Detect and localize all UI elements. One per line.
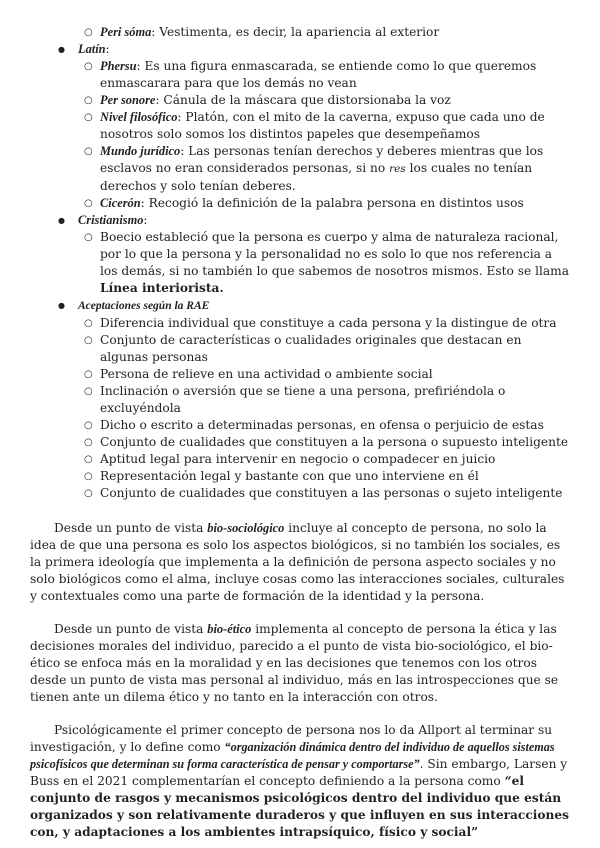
item-text: Conjunto de cualidades que constituyen a la persona o supuesto inteligente	[100, 435, 569, 449]
paragraph-text: implementa al concepto de persona la ética y las decisiones morales del individuo, parecido a el punto de vista bio-sociológico, el bio-ético se enfoca más en la moralidad y en las decisiones que tenemos con los otros desde un punto de vista mas personal al individuo, más en las introspecciones que se tienen ante un dilema ético y no tanto en la interacción con otros.	[30, 622, 559, 704]
paragraph-bio-sociologico	[30, 520, 570, 605]
cristianismo-title-suffix: :	[143, 213, 148, 227]
list-item	[84, 58, 570, 92]
latin-sublist	[78, 58, 570, 212]
circle-bullet-icon: ○	[84, 232, 93, 243]
circle-bullet-icon: ○	[84, 335, 93, 346]
circle-bullet-icon: ○	[84, 318, 93, 329]
item-text: : Cánula de la máscara que distorsionaba la voz	[155, 93, 451, 107]
item-text: : Recogió la definición de la palabra persona en distintos usos	[140, 196, 524, 210]
item-text: : Vestimenta, es decir, la apariencia al exterior	[151, 25, 440, 39]
cristianismo-title: Cristianismo	[78, 213, 144, 227]
circle-bullet-icon: ○	[84, 454, 93, 465]
latin-title: Latín	[78, 42, 106, 56]
item-text: : Platón, con el mito de la caverna, expuso que cada uno de nosotros solo somos los distintos papeles que desempeñamos	[100, 110, 545, 141]
paragraph-bio-etico	[30, 621, 570, 706]
heading-rae	[58, 297, 570, 315]
list-item	[84, 332, 570, 366]
term-bio-sociologico: bio-sociológico	[207, 521, 285, 535]
paragraph-text: . Sin embargo, Larsen y Buss en el 2021 complementarían el concepto definiendo a la persona como	[30, 757, 568, 788]
section-latin	[30, 41, 570, 212]
section-rae	[30, 297, 570, 502]
list-item	[84, 92, 570, 109]
heading-latin	[58, 41, 570, 58]
circle-bullet-icon: ○	[84, 369, 93, 380]
term: Phersu	[100, 59, 137, 73]
item-text: Boecio estableció que la persona es cuerpo y alma de naturaleza racional, por lo que la persona y la personalidad no es solo lo que nos referencia a los demás, si no también lo que sabemos de nosotros mismos. Esto se llama	[100, 230, 569, 278]
bullet-icon: ●	[58, 216, 65, 225]
term: Per sonore	[100, 93, 156, 107]
item-text: Conjunto de cualidades que constituyen a las personas o sujeto inteligente	[100, 486, 563, 500]
list-item	[84, 468, 570, 485]
item-text: Inclinación o aversión que se tiene a una persona, prefiriéndola o excluyéndola	[100, 384, 506, 415]
circle-bullet-icon: ○	[84, 198, 93, 209]
circle-bullet-icon: ○	[84, 95, 93, 106]
circle-bullet-icon: ○	[84, 471, 93, 482]
rae-sublist	[78, 315, 570, 502]
circle-bullet-icon: ○	[84, 420, 93, 431]
item-text: : Es una figura enmascarada, se entiende como lo que queremos enmascarara para que los demás no vean	[100, 59, 537, 90]
list-item	[84, 315, 570, 332]
circle-bullet-icon: ○	[84, 61, 93, 72]
item-text: Conjunto de características o cualidades originales que destacan en algunas personas	[100, 333, 522, 364]
list-item	[84, 195, 570, 212]
item-text: Diferencia individual que constituye a cada persona y la distingue de otra	[100, 316, 557, 330]
circle-bullet-icon: ○	[84, 437, 93, 448]
section-cristianismo	[30, 212, 570, 297]
list-item	[84, 434, 570, 451]
paragraph-text: Desde un punto de vista	[54, 622, 208, 636]
term: Cicerón	[100, 196, 141, 210]
term-bio-etico: bio-ético	[207, 622, 252, 636]
quote-larsen-buss: “el conjunto de rasgos y mecanismos psicológicos dentro del individuo que están organizados y son relativamente duraderos y que influyen en sus interacciones con, y adaptaciones a los ambientes intrapsíquico, físico y social”	[30, 774, 569, 839]
list-item	[84, 143, 570, 195]
italic-res: res	[389, 163, 406, 175]
circle-bullet-icon: ○	[84, 112, 93, 123]
item-text: Persona de relieve en una actividad o ambiente social	[100, 367, 433, 381]
list-item-peri-soma	[30, 24, 570, 41]
rae-title: Aceptaciones según la RAE	[78, 300, 210, 312]
linea-interiorista: Línea interiorista.	[100, 281, 224, 295]
term-peri-soma: Peri sóma	[100, 25, 152, 39]
list-item	[84, 109, 570, 143]
top-list	[30, 24, 570, 41]
paragraph-text: Psicológicamente el primer concepto de persona nos lo da Allport al terminar su investigación, y lo define como	[30, 723, 553, 754]
item-text: : Las personas tenían derechos y deberes mientras que los esclavos no eran considerados personas, si no	[100, 144, 544, 175]
term: Mundo jurídico	[100, 144, 181, 158]
quote-allport: “organización dinámica dentro del individuo de aquellos sistemas psicofísicos que determinan su forma característica de pensar y comportarse”	[30, 740, 555, 771]
latin-title-suffix: :	[105, 42, 110, 56]
bullet-icon: ●	[58, 301, 65, 310]
bullet-icon: ●	[58, 45, 65, 54]
list-item	[84, 417, 570, 434]
item-text: Dicho o escrito a determinadas personas, en ofensa o perjuicio de estas	[100, 418, 544, 432]
paragraph-text: Desde un punto de vista	[54, 521, 208, 535]
item-text: Aptitud legal para intervenir en negocio o compadecer en juicio	[100, 452, 496, 466]
list-item	[84, 485, 570, 502]
list-item	[84, 451, 570, 468]
circle-bullet-icon: ○	[84, 386, 93, 397]
circle-bullet-icon: ○	[84, 146, 93, 157]
circle-bullet-icon: ○	[84, 488, 93, 499]
item-text: los cuales no tenían derechos y solo tenían deberes.	[100, 161, 533, 193]
list-item	[84, 383, 570, 417]
paragraph-text: incluye al concepto de persona, no solo la idea de que una persona es solo los aspectos biológicos, si no también los sociales, es la primera ideología que implementa a la definición de persona aspecto sociales y no solo biológicos como el alma, incluye cosas como las interacciones sociales, culturales y contextuales como una parte de formación de la identidad y la persona.	[30, 521, 565, 603]
heading-cristianismo	[58, 212, 570, 229]
term: Nivel filosófico	[100, 110, 178, 124]
item-text: Representación legal y bastante con que uno interviene en él	[100, 469, 479, 483]
list-item	[84, 366, 570, 383]
list-item	[84, 229, 570, 297]
cristianismo-sublist	[78, 229, 570, 297]
paragraph-psicologico	[30, 722, 570, 841]
